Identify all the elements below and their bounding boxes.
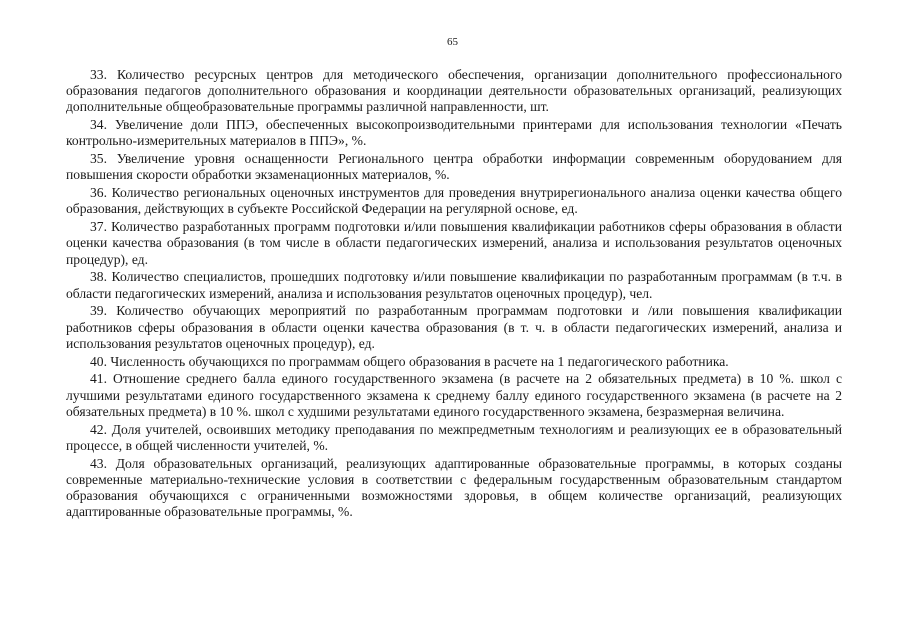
list-item: 43. Доля образовательных организаций, реализующих адаптированные образовательные программы, в которых созданы современные материально-технические условия в соответствии с федеральным государственным образовательным стандартом образования обучающихся с ограниченными возможностями здоровья, в общем количестве организаций, реализующих адаптированные образовательные программы, %. [66, 455, 842, 520]
list-item: 39. Количество обучающих мероприятий по разработанным программам подготовки и /или повышения квалификации работников сферы образования в области оценки качества образования (в т. ч. в области педагогических измерений, анализа и использования результатов оценочных процедур), ед. [66, 303, 842, 351]
list-item: 37. Количество разработанных программ подготовки и/или повышения квалификации работников сферы образования в области оценки качества образования (в том числе в области педагогических измерений, анализа и использования результатов оценочных процедур), ед. [66, 219, 842, 267]
list-item: 42. Доля учителей, освоивших методику преподавания по межпредметным технологиям и реализующих ее в образовательный процессе, в общей численности учителей, %. [66, 421, 842, 453]
indicator-list [66, 67, 842, 522]
list-item: 34. Увеличение доли ППЭ, обеспеченных высокопроизводительными принтерами для использования технологии «Печать контрольно-измерительных материалов в ППЭ», %. [66, 117, 842, 149]
page-number: 65 [447, 36, 458, 48]
list-item: 41. Отношение среднего балла единого государственного экзамена (в расчете на 2 обязательных предмета) в 10 %. школ с лучшими результатами единого государственного экзамена к среднему баллу единого государственного экзамена (в расчете на 2 обязательных предмета) в 10 %. школ с худшими результатами единого государственного экзамена, безразмерная величина. [66, 371, 842, 419]
list-item: 35. Увеличение уровня оснащенности Регионального центра обработки информации современным оборудованием для повышения скорости обработки экзаменационных материалов, %. [66, 151, 842, 183]
list-item: 33. Количество ресурсных центров для методического обеспечения, организации дополнительного профессионального образования педагогов дополнительного образования и координации деятельности образовательных организаций, реализующих дополнительные общеобразовательные программы различной направленности, шт. [66, 67, 842, 115]
list-item: 36. Количество региональных оценочных инструментов для проведения внутрирегионального анализа оценки качества общего образования, действующих в субъекте Российской Федерации на регулярной основе, ед. [66, 185, 842, 217]
list-item: 40. Численность обучающихся по программам общего образования в расчете на 1 педагогического работника. [90, 353, 729, 369]
list-item: 38. Количество специалистов, прошедших подготовку и/или повышение квалификации по разработанным программам (в т.ч. в области педагогических измерений, анализа и использования результатов оценочных процедур), чел. [66, 269, 842, 301]
